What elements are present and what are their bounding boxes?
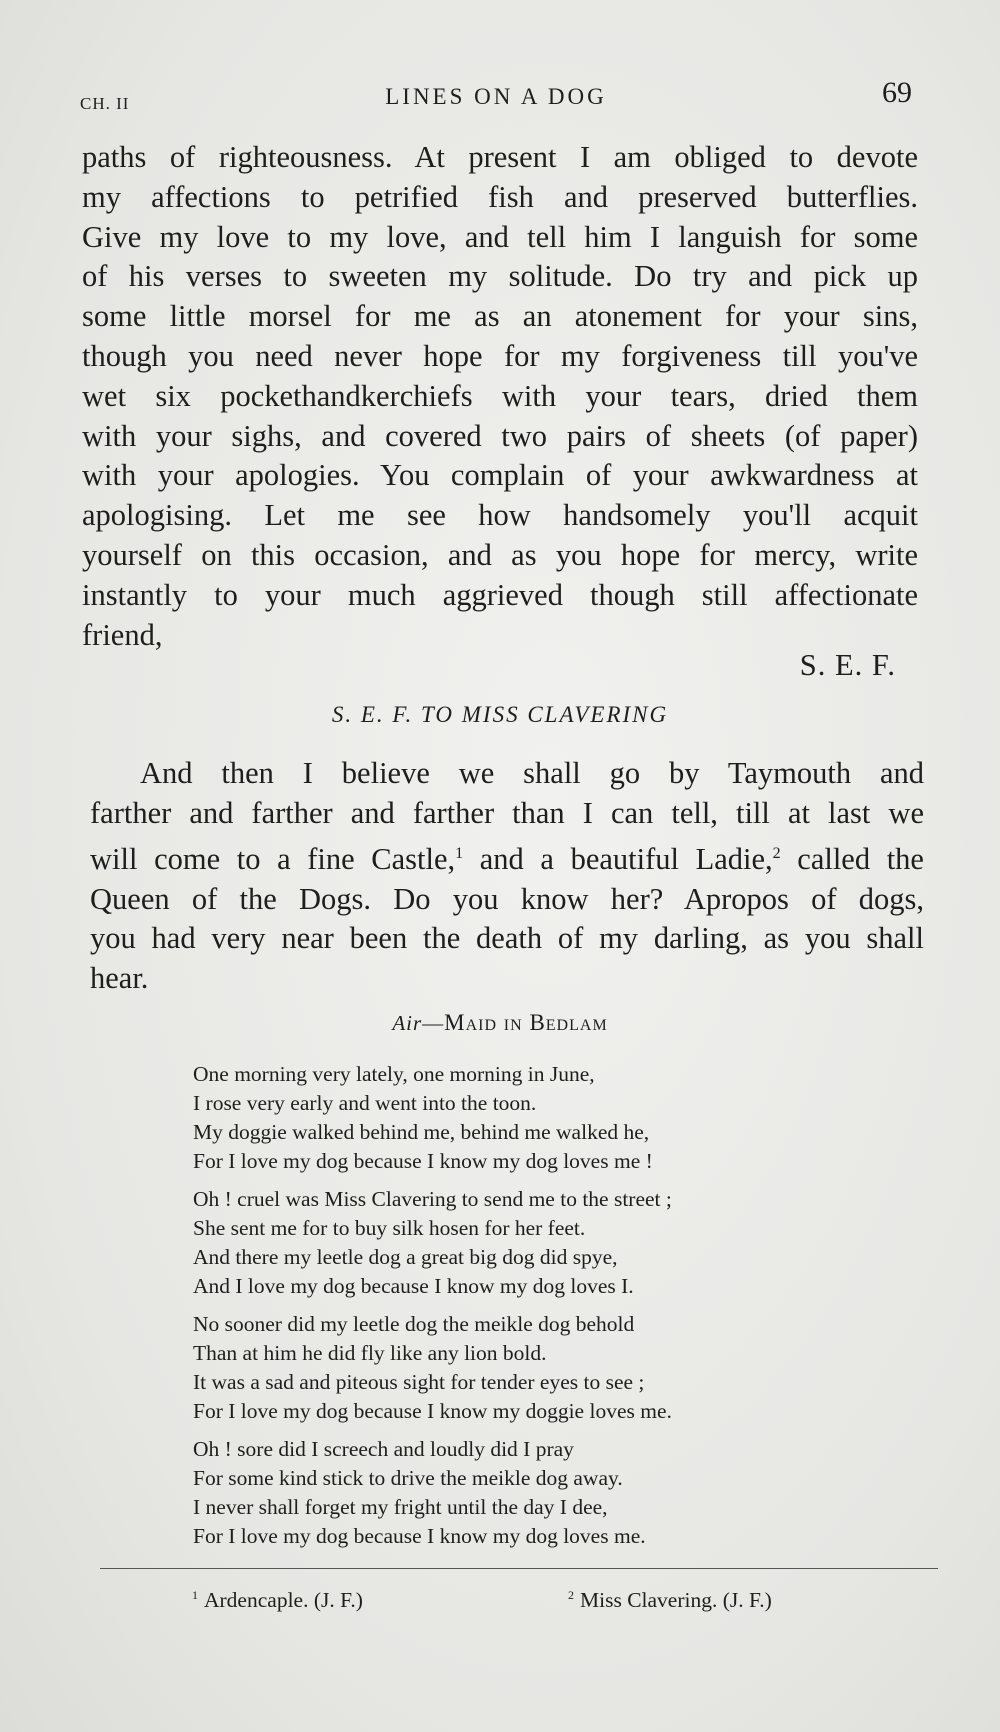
air-name: Maid in Bedlam [444,1010,608,1035]
verse-line: One morning very lately, one morning in June, [193,1062,595,1086]
letter-line: with your sighs, and covered two pairs of sheets (of paper) [82,418,918,453]
section-heading: S. E. F. TO MISS CLAVERING [331,702,669,727]
letter-line: instantly to your much aggrieved though still affectionate [82,577,918,612]
verse-line: For I love my dog because I know my doggie loves me. [193,1399,672,1423]
section-line: farther and farther and farther than I can tell, till at last we [90,795,924,830]
letter-line: Give my love to my love, and tell him I languish for some [82,219,918,254]
stanza [193,1060,873,1176]
footnote-1 [192,1588,363,1613]
verse-line: For some kind stick to drive the meikle dog away. [193,1466,623,1490]
verse-line: No sooner did my leetle dog the meikle dog behold [193,1312,635,1336]
letter-line: my affections to petrified fish and preserved butterflies. [82,179,918,214]
letter-body [82,138,918,655]
letter-line: though you need never hope for my forgiveness till you've [82,338,918,373]
section-line [90,834,924,880]
section-line: And then I believe we shall go by Taymouth and [140,756,924,790]
verse-line: And I love my dog because I know my dog loves I. [193,1274,634,1298]
chapter-label: CH. II [80,94,130,113]
letter-line: paths of righteousness. At present I am obliged to devote [82,140,918,174]
air-dash: — [422,1011,445,1035]
footnote-text: Ardencaple. (J. F.) [204,1588,363,1613]
letter-line: apologising. Let me see how handsomely you'll acquit [82,498,918,533]
verse-line: Oh ! cruel was Miss Clavering to send me to the street ; [193,1187,672,1211]
stanza [193,1310,873,1426]
verse-line: Oh ! sore did I screech and loudly did I pray [193,1437,574,1461]
section-text: and a beautiful Ladie, [463,841,773,876]
footnote-ref[interactable]: 1 [455,844,464,862]
footnote-divider [100,1568,938,1569]
letter-line: friend, [82,617,163,652]
verse-line: It was a sad and piteous sight for tender eyes to see ; [193,1370,645,1394]
section-body [90,754,924,999]
section-line: Queen of the Dogs. Do you know her? Apropos of dogs, [90,881,924,916]
footnote-2 [568,1588,772,1613]
verse-line: She sent me for to buy silk hosen for her feet. [193,1216,586,1240]
footnote-marker: 1 [192,1588,198,1602]
air-label: Air [392,1011,423,1035]
letter-line: with your apologies. You complain of your awkwardness at [82,458,918,493]
letter-line: of his verses to sweeten my solitude. Do try and pick up [82,259,918,294]
letter-line: wet six pockethandkerchiefs with your tears, dried them [82,378,918,413]
footnote-ref[interactable]: 2 [772,844,781,862]
stanza [193,1435,873,1551]
verse-line: For I love my dog because I know my dog loves me. [193,1524,646,1548]
footnote-marker: 2 [568,1588,574,1602]
footnote-text: Miss Clavering. (J. F.) [580,1588,772,1613]
verse-line: For I love my dog because I know my dog loves me ! [193,1149,653,1173]
verse-line: I rose very early and went into the toon. [193,1091,537,1115]
section-text: will come to a fine Castle, [90,841,456,876]
section-line: you had very near been the death of my darling, as you shall [90,921,924,956]
stanza [193,1185,873,1301]
air-title [0,1010,1000,1036]
letter-line: some little morsel for me as an atonement for your sins, [82,299,918,334]
verse-line: And there my leetle dog a great big dog did spye, [193,1245,618,1269]
verse-line: I never shall forget my fright until the day I dee, [193,1495,608,1519]
letter-line: yourself on this occasion, and as you hope for mercy, write [82,537,918,572]
letter-signature: S. E. F. [799,648,896,682]
running-title: LINES ON A DOG [385,84,607,109]
verse-line: My doggie walked behind me, behind me walked he, [193,1120,650,1144]
page-header [80,76,912,120]
page-number: 69 [882,76,912,109]
verse-line: Than at him he did fly like any lion bold. [193,1341,547,1365]
poem [193,1060,873,1560]
section-line: hear. [90,961,149,996]
section-text: called the [780,841,924,876]
